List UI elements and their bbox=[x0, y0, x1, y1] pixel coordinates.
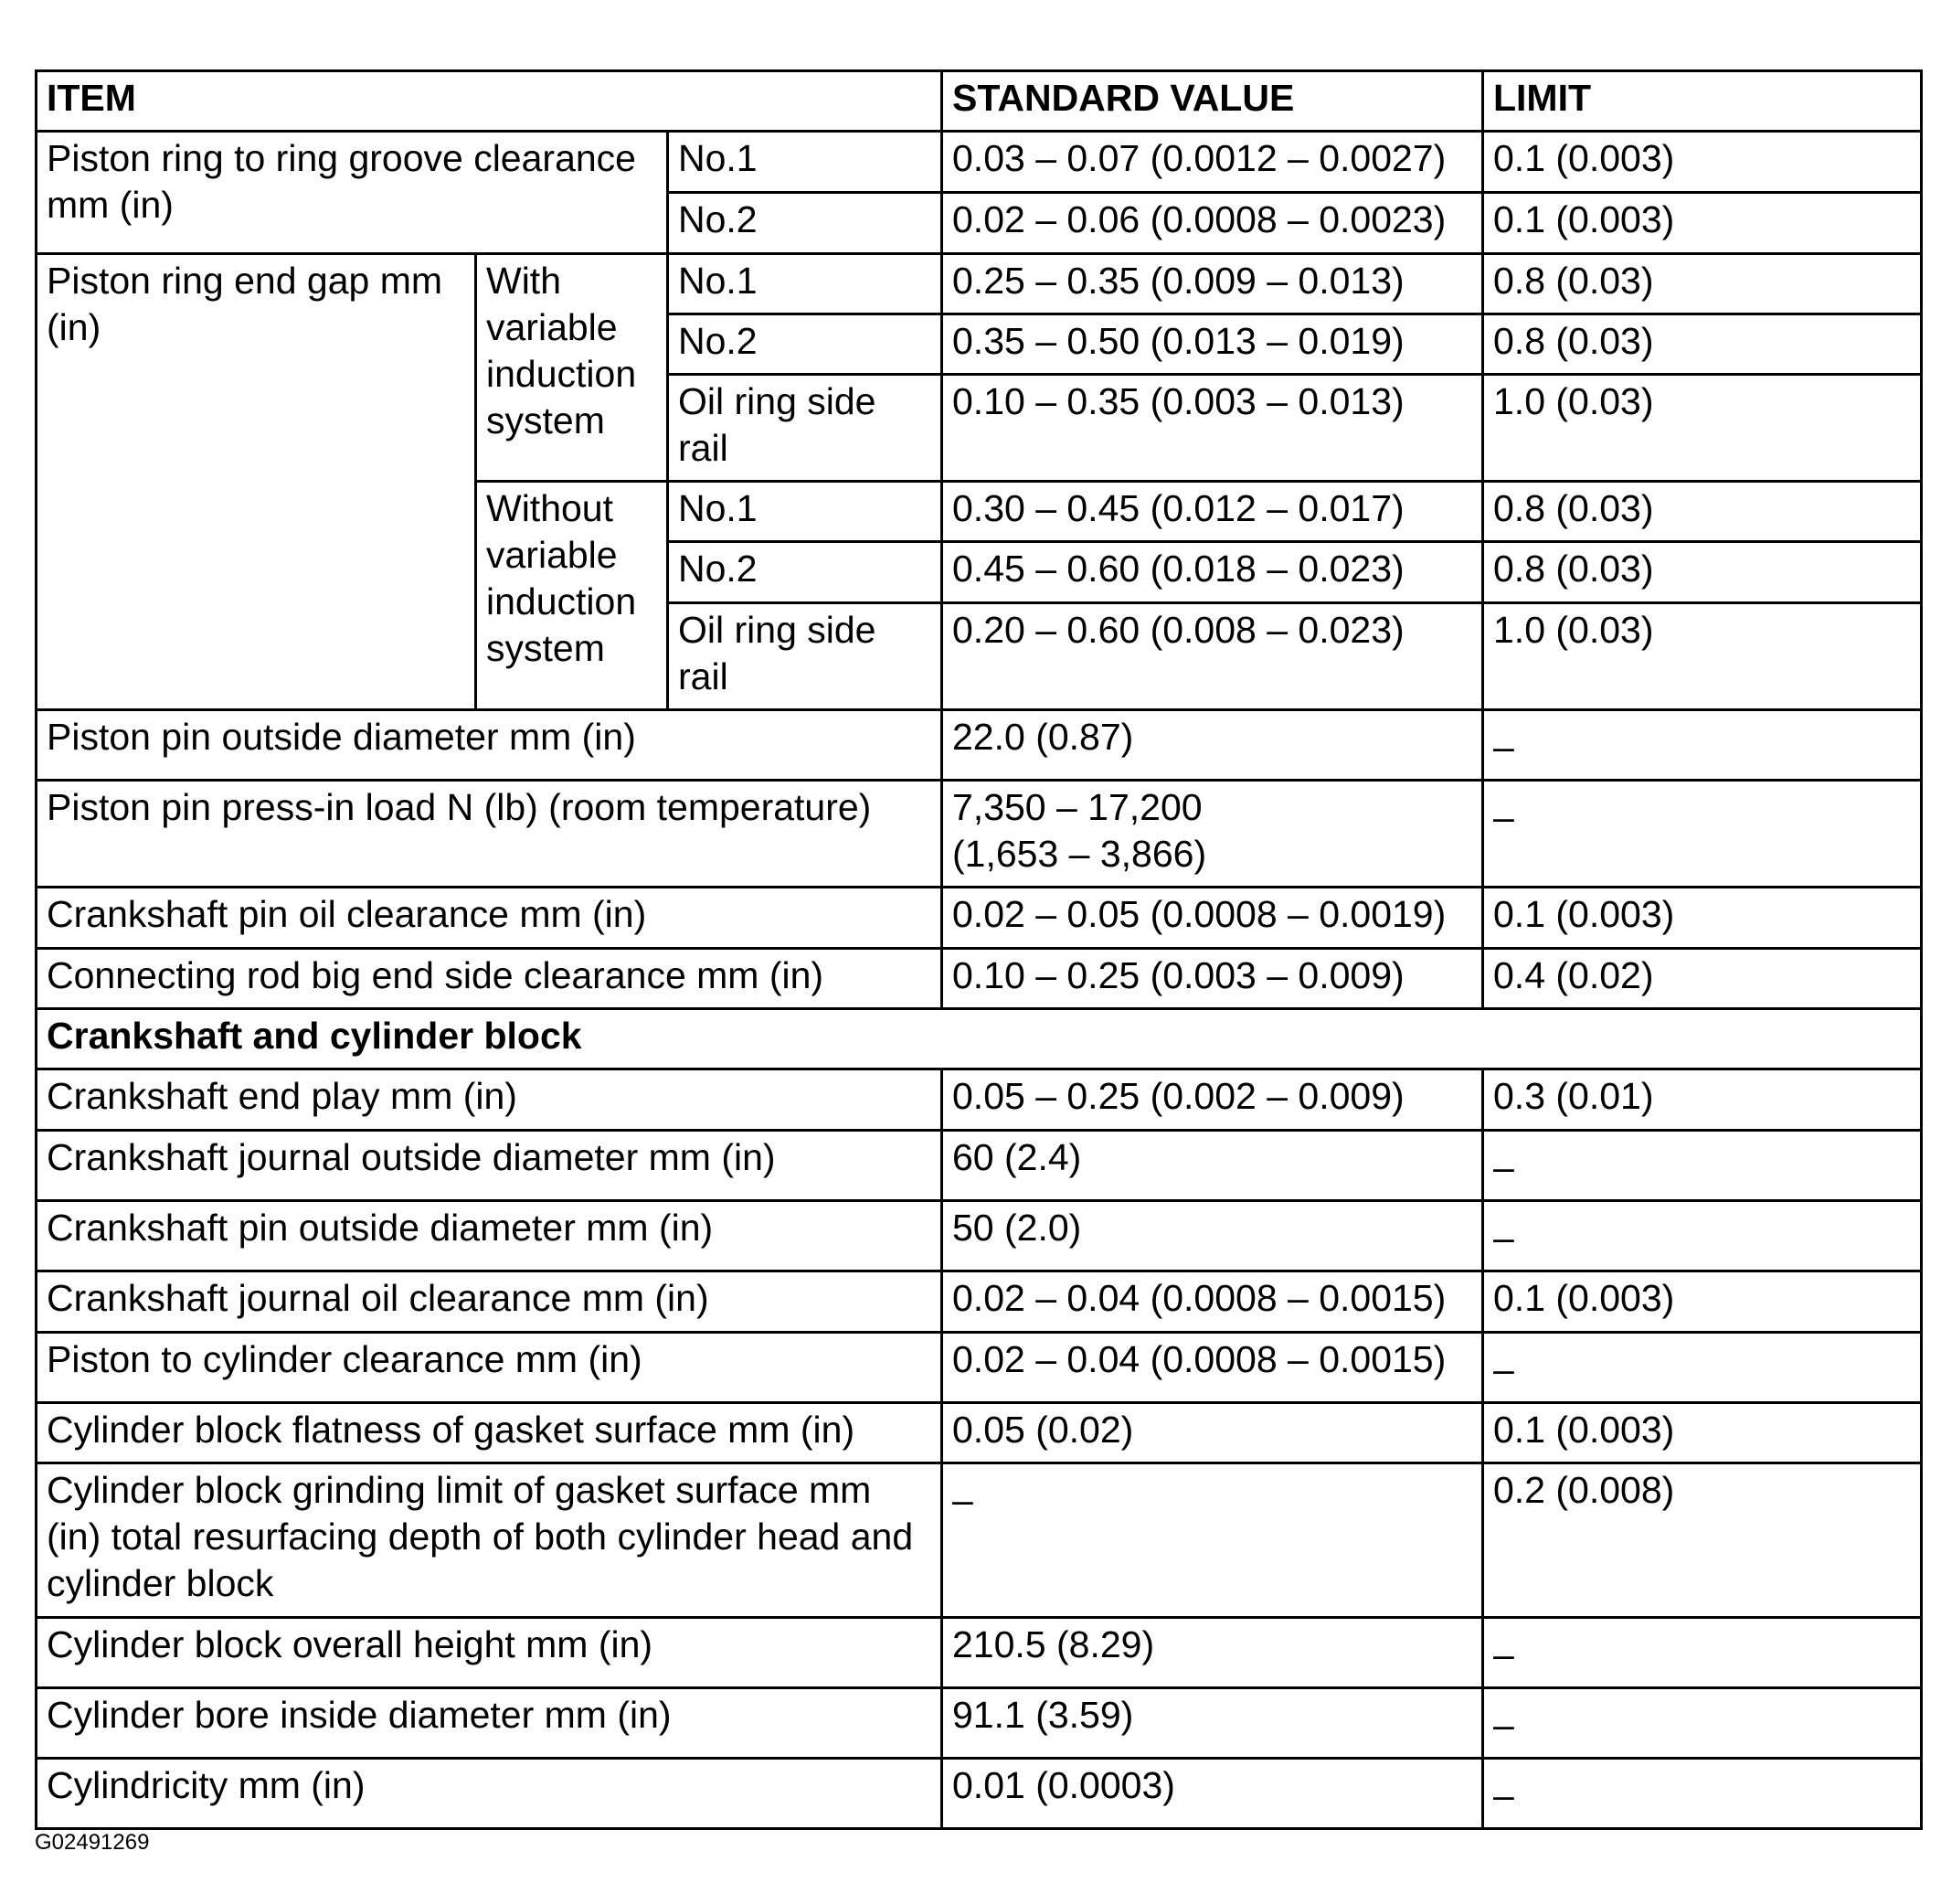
ring-label: No.1 bbox=[668, 482, 942, 542]
ring-label: Oil ring side rail bbox=[668, 603, 942, 710]
table-row bbox=[37, 254, 1922, 314]
standard-value: 0.45 – 0.60 (0.018 – 0.023) bbox=[942, 542, 1483, 603]
limit-value: 0.8 (0.03) bbox=[1483, 482, 1922, 542]
table-row bbox=[37, 1131, 1922, 1201]
section-title: Crankshaft and cylinder block bbox=[37, 1009, 1922, 1069]
standard-value: 0.30 – 0.45 (0.012 – 0.017) bbox=[942, 482, 1483, 542]
standard-value: 0.05 – 0.25 (0.002 – 0.009) bbox=[942, 1069, 1483, 1131]
limit-value: 0.1 (0.003) bbox=[1483, 132, 1922, 193]
item-label: Crankshaft pin oil clearance mm (in) bbox=[37, 888, 942, 949]
spec-table bbox=[35, 69, 1923, 1830]
limit-value: 0.2 (0.008) bbox=[1483, 1463, 1922, 1618]
limit-value: – bbox=[1483, 1688, 1922, 1759]
item-label: Piston pin outside diameter mm (in) bbox=[37, 710, 942, 781]
limit-value: – bbox=[1483, 1759, 1922, 1829]
standard-value-line: (1,653 – 3,866) bbox=[952, 833, 1207, 875]
header-item: ITEM bbox=[37, 71, 942, 132]
item-label: Piston ring to ring groove clearance mm (in) bbox=[37, 132, 668, 254]
limit-value: 0.4 (0.02) bbox=[1483, 949, 1922, 1009]
table-row bbox=[37, 1759, 1922, 1829]
limit-value: 0.1 (0.003) bbox=[1483, 888, 1922, 949]
standard-value: 0.35 – 0.50 (0.013 – 0.019) bbox=[942, 314, 1483, 375]
limit-value: – bbox=[1483, 1131, 1922, 1201]
table-row bbox=[37, 949, 1922, 1009]
standard-value: 0.03 – 0.07 (0.0012 – 0.0027) bbox=[942, 132, 1483, 193]
standard-value: 50 (2.0) bbox=[942, 1201, 1483, 1271]
header-limit: LIMIT bbox=[1483, 71, 1922, 132]
limit-value: 0.1 (0.003) bbox=[1483, 1271, 1922, 1333]
limit-value: 1.0 (0.03) bbox=[1483, 375, 1922, 482]
item-label: Cylinder bore inside diameter mm (in) bbox=[37, 1688, 942, 1759]
standard-value: 0.20 – 0.60 (0.008 – 0.023) bbox=[942, 603, 1483, 710]
limit-value: – bbox=[1483, 1333, 1922, 1403]
condition-label: Without variable induction system bbox=[476, 482, 668, 710]
standard-value: 0.02 – 0.06 (0.0008 – 0.0023) bbox=[942, 193, 1483, 254]
table-row bbox=[37, 888, 1922, 949]
table-row bbox=[37, 132, 1922, 193]
item-label: Cylinder block flatness of gasket surface mm (in) bbox=[37, 1403, 942, 1463]
ring-label: No.1 bbox=[668, 254, 942, 314]
standard-value: 0.02 – 0.04 (0.0008 – 0.0015) bbox=[942, 1333, 1483, 1403]
table-row bbox=[37, 781, 1922, 888]
limit-value: – bbox=[1483, 1201, 1922, 1271]
table-row bbox=[37, 1463, 1922, 1618]
limit-value: 0.8 (0.03) bbox=[1483, 542, 1922, 603]
figure-id: G02491269 bbox=[35, 1830, 150, 1855]
limit-value: 0.1 (0.003) bbox=[1483, 1403, 1922, 1463]
standard-value bbox=[942, 781, 1483, 888]
item-label: Crankshaft end play mm (in) bbox=[37, 1069, 942, 1131]
ring-label: No.2 bbox=[668, 542, 942, 603]
table-row bbox=[37, 1688, 1922, 1759]
limit-value: – bbox=[1483, 781, 1922, 888]
header-row bbox=[37, 71, 1922, 132]
standard-value: 0.01 (0.0003) bbox=[942, 1759, 1483, 1829]
ring-label: No.2 bbox=[668, 314, 942, 375]
section-row bbox=[37, 1009, 1922, 1069]
item-label: Cylindricity mm (in) bbox=[37, 1759, 942, 1829]
item-label: Connecting rod big end side clearance mm (in) bbox=[37, 949, 942, 1009]
limit-value: – bbox=[1483, 1618, 1922, 1688]
table-row bbox=[37, 1201, 1922, 1271]
limit-value: 0.1 (0.003) bbox=[1483, 193, 1922, 254]
limit-value: 0.3 (0.01) bbox=[1483, 1069, 1922, 1131]
table-row bbox=[37, 1618, 1922, 1688]
standard-value: – bbox=[942, 1463, 1483, 1618]
item-label: Piston to cylinder clearance mm (in) bbox=[37, 1333, 942, 1403]
table-row bbox=[37, 1403, 1922, 1463]
standard-value: 0.10 – 0.35 (0.003 – 0.013) bbox=[942, 375, 1483, 482]
item-label: Cylinder block grinding limit of gasket surface mm (in) total resurfacing depth of both cylinder head and cylinder block bbox=[37, 1463, 942, 1618]
standard-value: 91.1 (3.59) bbox=[942, 1688, 1483, 1759]
item-label: Crankshaft pin outside diameter mm (in) bbox=[37, 1201, 942, 1271]
standard-value: 0.25 – 0.35 (0.009 – 0.013) bbox=[942, 254, 1483, 314]
table-row bbox=[37, 710, 1922, 781]
standard-value-line: 7,350 – 17,200 bbox=[952, 786, 1203, 828]
ring-label: Oil ring side rail bbox=[668, 375, 942, 482]
standard-value: 0.05 (0.02) bbox=[942, 1403, 1483, 1463]
item-label: Crankshaft journal outside diameter mm (in) bbox=[37, 1131, 942, 1201]
item-label: Piston pin press-in load N (lb) (room temperature) bbox=[37, 781, 942, 888]
table-row bbox=[37, 1069, 1922, 1131]
limit-value: 0.8 (0.03) bbox=[1483, 254, 1922, 314]
standard-value: 0.02 – 0.05 (0.0008 – 0.0019) bbox=[942, 888, 1483, 949]
item-label: Piston ring end gap mm (in) bbox=[37, 254, 476, 710]
ring-label: No.2 bbox=[668, 193, 942, 254]
table-row bbox=[37, 1333, 1922, 1403]
limit-value: 1.0 (0.03) bbox=[1483, 603, 1922, 710]
standard-value: 22.0 (0.87) bbox=[942, 710, 1483, 781]
ring-label: No.1 bbox=[668, 132, 942, 193]
standard-value: 0.10 – 0.25 (0.003 – 0.009) bbox=[942, 949, 1483, 1009]
standard-value: 60 (2.4) bbox=[942, 1131, 1483, 1201]
standard-value: 210.5 (8.29) bbox=[942, 1618, 1483, 1688]
standard-value: 0.02 – 0.04 (0.0008 – 0.0015) bbox=[942, 1271, 1483, 1333]
table-row bbox=[37, 1271, 1922, 1333]
condition-label: With variable induction system bbox=[476, 254, 668, 482]
limit-value: – bbox=[1483, 710, 1922, 781]
header-standard-value: STANDARD VALUE bbox=[942, 71, 1483, 132]
item-label: Cylinder block overall height mm (in) bbox=[37, 1618, 942, 1688]
item-label: Crankshaft journal oil clearance mm (in) bbox=[37, 1271, 942, 1333]
limit-value: 0.8 (0.03) bbox=[1483, 314, 1922, 375]
